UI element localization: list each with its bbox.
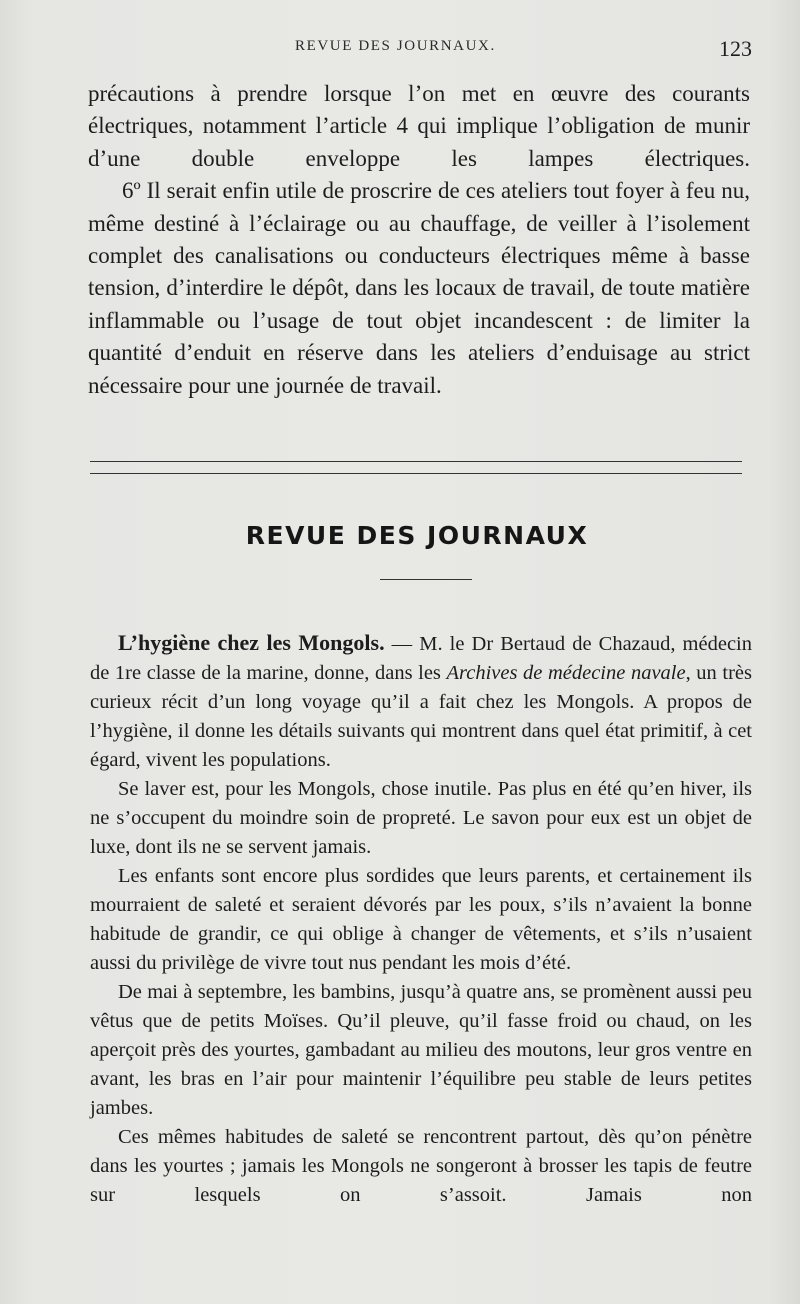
paragraph: Ces mêmes habitudes de saleté se rencontrent partout, dès qu’on pénètre dans les yourtes ; jamais les Mongols ne songeront à brosser les tapis de feutre sur lesquels on s’assoit. Jamais non (90, 1126, 752, 1206)
intro-text-a: — M. le Dr Bertaud de Chazaud, médecin de 1re classe de la marine, donne, dans les (90, 633, 752, 684)
paragraph: précautions à prendre lorsque l’on met en œuvre des courants électriques, notamment l’article 4 qui implique l’obligation de munir d’une double enveloppe les lampes électriques. (88, 81, 750, 171)
intro-text-b: , un très curieux récit d’un long voyage qu’il a fait chez les Mongols. A propos de l’hygiène, il donne les détails suivants qui montrent dans quel état primitif, à cet égard, vivent les populations. (90, 662, 752, 771)
paragraph: Les enfants sont encore plus sordides que leurs parents, et certainement ils mourraient de saleté et seraient dévorés par les poux, s’ils n’avaient la bonne habitude de grandir, ce qui oblige à changer de vêtements, et s’ils n’usaient aussi du privilège de vivre tout nus pendant les mois d’été. (90, 865, 752, 974)
paragraph: De mai à septembre, les bambins, jusqu’à quatre ans, se promènent aussi peu vêtus que de petits Moïses. Qu’il pleuve, qu’il fasse froid ou chaud, on les aperçoit près des yourtes, gambadant au milieu des moutons, leur gros ventre en avant, les bras en l’air pour maintenir l’équilibre peu stable de leurs petites jambes. (90, 981, 752, 1119)
article-lead-title: L’hygiène chez les Mongols. (118, 630, 385, 655)
section-separator (90, 461, 742, 474)
title-underline (380, 579, 472, 580)
page-number: 123 (719, 36, 752, 61)
paragraph (90, 628, 752, 775)
article-body (90, 628, 752, 1210)
source-title: Archives de médecine navale (446, 662, 686, 684)
section-title: REVUE DES JOURNAUX (245, 521, 589, 550)
running-head (90, 36, 752, 64)
paragraph: 6º Il serait enfin utile de proscrire de ces ateliers tout foyer à feu nu, même destiné à l’éclairage ou au chauffage, de veiller à l’isolement complet des canalisations ou conducteurs électriques même à basse tension, d’interdire le dépôt, dans les locaux de travail, de toute matière inflammable ou l’usage de tout objet incandescent : de limiter la quantité d’enduit en réserve dans les ateliers d’enduisage au strict nécessaire pour une journée de travail. (88, 178, 750, 398)
previous-article-end (88, 78, 750, 402)
paragraph: Se laver est, pour les Mongols, chose inutile. Pas plus en été qu’en hiver, ils ne s’occupent du moindre soin de propreté. Le savon pour eux est un objet de luxe, dont ils ne se servent jamais. (90, 778, 752, 858)
running-title: REVUE DES JOURNAUX. (295, 38, 496, 54)
